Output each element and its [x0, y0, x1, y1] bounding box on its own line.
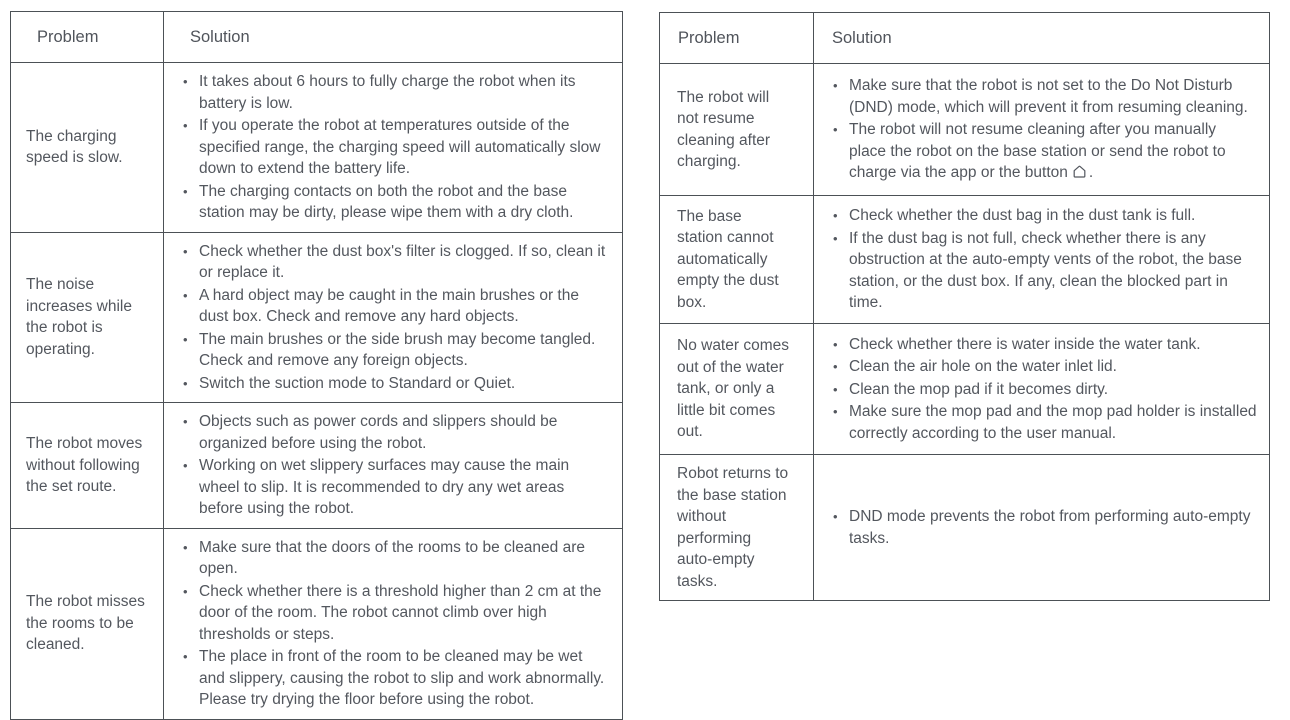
bullet-marker: •	[183, 183, 188, 199]
problem-cell: The charging speed is slow.	[11, 63, 164, 233]
solution-item	[183, 373, 610, 395]
solution-text: Check whether the dust bag in the dust tank is full.	[849, 207, 1196, 225]
solution-text-suffix: .	[1088, 164, 1094, 182]
bullet-marker: •	[833, 208, 838, 224]
solution-list	[833, 334, 1257, 445]
problem-cell: The noise increases while the robot is operating.	[11, 232, 164, 403]
solution-column-header: Solution	[814, 13, 1270, 64]
bullet-marker: •	[183, 414, 188, 429]
solution-list	[183, 241, 610, 395]
solution-text: DND mode prevents the robot from performing auto-empty tasks.	[849, 508, 1251, 547]
solution-text: Make sure that the robot is not set to the Do Not Disturb (DND) mode, which will prevent it from resuming cleaning.	[849, 77, 1248, 116]
solution-cell	[164, 232, 623, 403]
solution-item	[183, 241, 610, 284]
bullet-marker: •	[183, 118, 188, 133]
solution-item	[183, 115, 610, 180]
table-header-row	[11, 12, 623, 63]
solution-item	[833, 119, 1257, 184]
solution-item	[833, 379, 1257, 401]
bullet-marker: •	[183, 458, 188, 473]
solution-cell	[814, 324, 1270, 455]
solution-text: Clean the air hole on the water inlet lid.	[849, 358, 1117, 376]
solution-item	[183, 285, 610, 328]
solution-text: A hard object may be caught in the main brushes or the dust box. Check and remove any hard objects.	[199, 286, 579, 325]
table-row	[660, 455, 1270, 601]
solution-text: Switch the suction mode to Standard or Quiet.	[199, 374, 516, 392]
solution-text: It takes about 6 hours to fully charge the robot when its battery is low.	[199, 73, 576, 112]
solution-text: Clean the mop pad if it becomes dirty.	[849, 380, 1109, 398]
table-row	[660, 196, 1270, 324]
solution-item	[833, 334, 1257, 356]
solution-item	[183, 411, 610, 454]
bullet-marker: •	[183, 583, 188, 599]
bullet-marker: •	[183, 331, 188, 347]
solution-cell	[164, 63, 623, 233]
problem-cell: The robot moves without following the set route.	[11, 403, 164, 529]
solution-text: Check whether there is water inside the water tank.	[849, 335, 1201, 353]
solution-text: The place in front of the room to be cleaned may be wet and slippery, causing the robot to slip and work abnormally. Please try drying the floor before using the robot.	[199, 648, 605, 708]
bullet-marker: •	[833, 381, 838, 397]
bullet-marker: •	[833, 230, 838, 246]
problem-cell: Robot returns to the base station without performing auto-empty tasks.	[660, 455, 814, 601]
solution-list	[183, 537, 610, 711]
solution-cell	[164, 403, 623, 529]
solution-text: The charging contacts on both the robot and the base station may be dirty, please wipe them with a dry cloth.	[199, 182, 574, 221]
home-icon	[1071, 163, 1088, 180]
table-row	[660, 324, 1270, 455]
solution-item	[833, 75, 1257, 118]
table-row	[11, 403, 623, 529]
bullet-marker: •	[833, 359, 838, 375]
solution-list	[833, 205, 1257, 314]
solution-item	[833, 401, 1257, 444]
bullet-marker: •	[183, 375, 188, 391]
solution-column-header: Solution	[164, 12, 623, 63]
troubleshooting-table-right	[659, 12, 1270, 601]
solution-item	[833, 228, 1257, 314]
solution-text: Check whether the dust box's filter is clogged. If so, clean it or replace it.	[199, 242, 606, 281]
bullet-marker: •	[833, 336, 838, 352]
solution-item	[833, 356, 1257, 378]
solution-text: Objects such as power cords and slippers should be organized before using the robot.	[199, 413, 558, 452]
solution-item	[833, 506, 1257, 549]
bullet-marker: •	[183, 74, 188, 89]
solution-list	[833, 506, 1257, 549]
solution-item	[183, 329, 610, 372]
solution-text: If you operate the robot at temperatures outside of the specified range, the charging speed will automatically slow down to extend the battery life.	[199, 117, 601, 177]
problem-cell: The robot misses the rooms to be cleaned.	[11, 528, 164, 719]
solution-cell	[814, 196, 1270, 324]
bullet-marker: •	[833, 122, 838, 138]
solution-item	[183, 537, 610, 580]
solution-list	[183, 71, 610, 224]
solution-text: Working on wet slippery surfaces may cause the main wheel to slip. It is recommended to dry any wet areas before using the robot.	[199, 457, 570, 517]
problem-column-header: Problem	[660, 13, 814, 64]
solution-item	[183, 71, 610, 114]
solution-item	[833, 205, 1257, 227]
table-header-row	[660, 13, 1270, 64]
solution-cell	[814, 455, 1270, 601]
solution-item	[183, 581, 610, 646]
bullet-marker: •	[183, 649, 188, 664]
problem-cell: No water comes out of the water tank, or only a little bit comes out.	[660, 324, 814, 455]
bullet-marker: •	[833, 404, 838, 420]
solution-text: Make sure that the doors of the rooms to be cleaned are open.	[199, 538, 586, 577]
solution-text: Make sure the mop pad and the mop pad holder is installed correctly according to the user manual.	[849, 403, 1257, 442]
solution-text: If the dust bag is not full, check whether there is any obstruction at the auto-empty vents of the robot, the base station, or the dust box. If any, clean the blocked part in time.	[849, 229, 1242, 312]
table-row	[11, 232, 623, 403]
bullet-marker: •	[183, 539, 188, 555]
bullet-marker: •	[833, 78, 838, 94]
solution-list	[183, 411, 610, 520]
table-row	[11, 63, 623, 233]
problem-column-header: Problem	[11, 12, 164, 63]
table-row	[660, 64, 1270, 196]
solution-cell	[814, 64, 1270, 196]
solution-cell	[164, 528, 623, 719]
solution-text: Check whether there is a threshold higher than 2 cm at the door of the room. The robot cannot climb over high thresholds or steps.	[199, 582, 602, 643]
solution-item	[183, 455, 610, 520]
troubleshooting-table-left	[10, 11, 623, 720]
bullet-marker: •	[183, 243, 188, 259]
problem-cell: The base station cannot automatically empty the dust box.	[660, 196, 814, 324]
table-row	[11, 528, 623, 719]
bullet-marker: •	[183, 287, 188, 303]
solution-text: The robot will not resume cleaning after you manually place the robot on the base station or send the robot to charge via the app or the button	[849, 121, 1226, 182]
solution-item	[183, 646, 610, 711]
solution-text: The main brushes or the side brush may become tangled. Check and remove any foreign objects.	[199, 330, 596, 369]
problem-cell: The robot will not resume cleaning after charging.	[660, 64, 814, 196]
solution-list	[833, 75, 1257, 184]
bullet-marker: •	[833, 509, 838, 524]
solution-item	[183, 181, 610, 224]
